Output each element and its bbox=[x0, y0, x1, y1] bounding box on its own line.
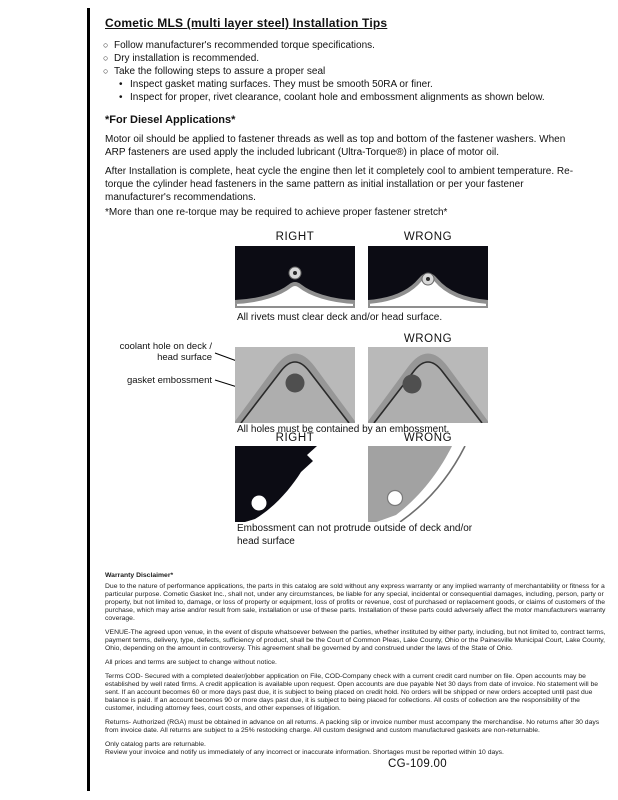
list-item bbox=[103, 65, 545, 78]
warranty-heading: Warranty Disclaimer* bbox=[105, 572, 174, 579]
tip-text: Take the following steps to assure a proper seal bbox=[114, 66, 326, 77]
tip-text: Dry installation is recommended. bbox=[114, 53, 260, 64]
wrong-column-header: WRONG bbox=[403, 333, 453, 345]
circle-bullet-icon: ○ bbox=[103, 66, 109, 76]
page-code: CG-109.00 bbox=[388, 758, 447, 770]
gasket-embossment-callout: gasket embossment bbox=[126, 375, 212, 386]
hole-contained-diagram bbox=[235, 347, 355, 423]
embossment-caption: Embossment can not protrude outside of deck and/or head surface bbox=[237, 523, 473, 547]
left-border-rule bbox=[87, 8, 90, 791]
warranty-paragraph: Due to the nature of performance applications, the parts in this catalog are sold without any express warranty or any implied warranty of merchantability or fitness for a particular purpose. Cometic Gasket Inc., shall not, under any circumstances, be liable for any special, incidental or consequential damages, including, person, party or property, but not limited to, damage, or loss of property or equipment, loss of profits or revenue, cost of purchased or replacement goods, or claims of customers of the purchase, which may arise and/or result from sale, installation or use of these parts. Installation of these parts could adversely affect the motor manufacturers warranty coverage. bbox=[105, 583, 606, 622]
hole-overlapping-diagram bbox=[368, 347, 488, 423]
diagram-embossment-wrong bbox=[368, 446, 488, 522]
diagram-hole-wrong bbox=[368, 347, 488, 423]
diagram-hole-right bbox=[235, 347, 355, 423]
holes-caption: All holes must be contained by an embossment. bbox=[237, 424, 450, 435]
warranty-paragraph: Review your invoice and notify us immediately of any incorrect or inaccurate information. Shortages must be reported within 10 days. bbox=[105, 749, 504, 756]
diesel-paragraph: After Installation is complete, heat cycle the engine then let it completely cool to ambient temperature. Re-torque the cylinder head fasteners in the same pattern as initial installation or per your fastener manufacturer's recommendations. bbox=[105, 166, 574, 203]
diagram-rivet-wrong bbox=[368, 246, 488, 308]
wrong-column-header: WRONG bbox=[403, 231, 453, 243]
page-title: Cometic MLS (multi layer steel) Installation Tips bbox=[105, 16, 388, 30]
diesel-paragraph: Motor oil should be applied to fastener threads as well as top and bottom of the fastener washers. When ARP fasteners are used apply the included lubricant (Ultra-Torque®) in place of motor oil. bbox=[105, 134, 566, 158]
embossment-protruding-diagram bbox=[368, 446, 488, 522]
dot-bullet-icon: • bbox=[119, 79, 123, 90]
rivet-clear-diagram bbox=[235, 246, 355, 308]
warranty-paragraph: All prices and terms are subject to change without notice. bbox=[105, 659, 277, 666]
wrong-column-header: WRONG bbox=[403, 432, 453, 444]
list-item bbox=[103, 52, 545, 65]
tip-text: Inspect gasket mating surfaces. They must be smooth 50RA or finer. bbox=[130, 79, 433, 90]
rivets-caption: All rivets must clear deck and/or head surface. bbox=[237, 312, 443, 323]
warranty-section bbox=[105, 572, 608, 763]
right-column-header: RIGHT bbox=[275, 231, 315, 243]
warranty-paragraph: Returns- Authorized (RGA) must be obtained in advance on all returns. A packing slip or invoice number must accompany the merchandise. No returns after 30 days from invoice date. All returns are subject to a 25% restocking charge. All custom designed and custom manufactured gaskets are non-returnable. bbox=[105, 719, 600, 734]
dot-bullet-icon: • bbox=[119, 92, 123, 103]
circle-bullet-icon: ○ bbox=[103, 53, 109, 63]
warranty-paragraph: Terms COD- Secured with a completed dealer/jobber application on File, COD-Company check with a current credit card number on file. Open accounts may be established by well rated firms. A credit application is available upon request. Open accounts are due payable Net 30 days from date of invoice. No statement will be sent. If an account becomes 60 or more days past due, it is subject to being placed on credit hold. No orders will be shipped or new orders accepted until past due balance is paid. If an account becomes 90 or more days past due, it is subject to being placed for collections. All costs of collection are the responsibility of the customer, including attorney fees, court costs, and other expenses of litigation. bbox=[105, 673, 599, 712]
rivet-touching-diagram bbox=[368, 246, 488, 308]
list-item bbox=[119, 91, 545, 104]
tip-text: Inspect for proper, rivet clearance, coolant hole and embossment alignments as shown below. bbox=[130, 92, 545, 103]
diagram-embossment-right bbox=[235, 446, 355, 522]
right-column-header: RIGHT bbox=[275, 432, 315, 444]
tips-list bbox=[103, 39, 545, 104]
circle-bullet-icon: ○ bbox=[103, 40, 109, 50]
warranty-paragraph: Only catalog parts are returnable. bbox=[105, 741, 206, 748]
coolant-hole-callout: coolant hole on deck / head surface bbox=[119, 341, 212, 363]
diagram-rivet-right bbox=[235, 246, 355, 308]
retorque-note: *More than one re-torque may be required to achieve proper fastener stretch* bbox=[105, 207, 448, 218]
list-item bbox=[103, 39, 545, 52]
list-item bbox=[119, 78, 545, 91]
diesel-applications-heading: *For Diesel Applications* bbox=[105, 114, 236, 126]
warranty-paragraph: VENUE-The agreed upon venue, in the event of dispute whatsoever between the parties, whether instituted by either party, including, but not limited to, contract terms, payment terms, delivery, type, defects, sufficiency of product, shall be the Court of Common Pleas, Lake County, Ohio or the Painesville Municipal Court, Lake County, Ohio, depending on the amount in controversy. This agreement shall be governed by and construed under the laws of the State of Ohio. bbox=[105, 629, 606, 652]
embossment-inside-diagram bbox=[235, 446, 355, 522]
tip-text: Follow manufacturer's recommended torque specifications. bbox=[114, 40, 375, 51]
